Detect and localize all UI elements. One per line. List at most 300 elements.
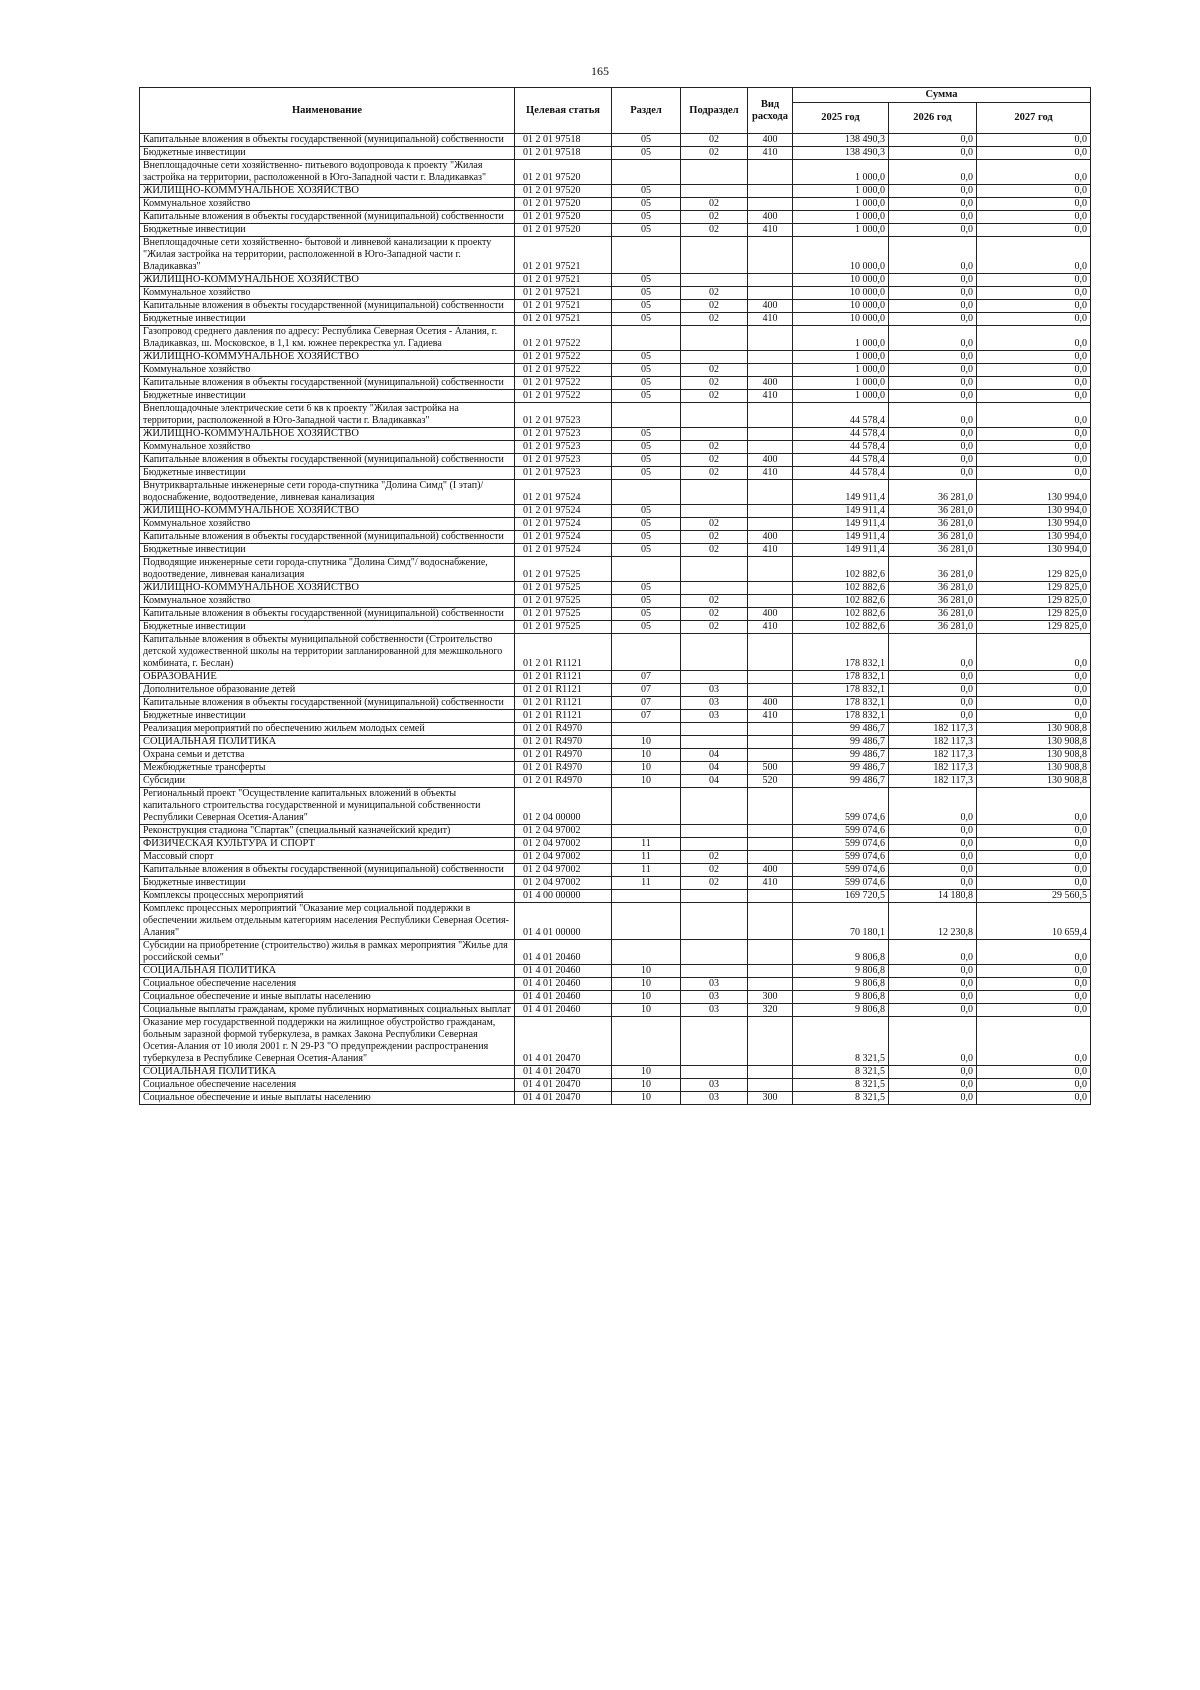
cell-subsection: 03: [681, 697, 748, 710]
cell-2027: 0,0: [977, 300, 1091, 313]
cell-2027: 0,0: [977, 965, 1091, 978]
cell-name: Коммунальное хозяйство: [140, 364, 515, 377]
cell-expense-type: [748, 749, 793, 762]
cell-name: СОЦИАЛЬНАЯ ПОЛИТИКА: [140, 965, 515, 978]
cell-section: 10: [612, 1004, 681, 1017]
cell-2026: 36 281,0: [889, 505, 977, 518]
cell-expense-type: 400: [748, 608, 793, 621]
cell-name: ЖИЛИЩНО-КОММУНАЛЬНОЕ ХОЗЯЙСТВО: [140, 274, 515, 287]
cell-2026: 0,0: [889, 978, 977, 991]
cell-subsection: [681, 1017, 748, 1066]
cell-section: [612, 890, 681, 903]
table-row: [140, 377, 1091, 390]
cell-name: Социальное обеспечение и иные выплаты населению: [140, 1092, 515, 1105]
cell-target: 01 2 01 97525: [515, 557, 612, 582]
cell-2027: 0,0: [977, 671, 1091, 684]
cell-2025: 599 074,6: [793, 851, 889, 864]
cell-expense-type: 410: [748, 147, 793, 160]
cell-2026: 0,0: [889, 185, 977, 198]
cell-2027: 0,0: [977, 403, 1091, 428]
table-row: [140, 518, 1091, 531]
cell-2026: 0,0: [889, 377, 977, 390]
cell-subsection: 04: [681, 762, 748, 775]
cell-section: 07: [612, 710, 681, 723]
cell-subsection: [681, 671, 748, 684]
cell-target: 01 2 01 97520: [515, 211, 612, 224]
cell-section: 10: [612, 1066, 681, 1079]
cell-target: 01 2 01 R4970: [515, 762, 612, 775]
cell-name: Коммунальное хозяйство: [140, 198, 515, 211]
cell-section: [612, 160, 681, 185]
cell-name: Субсидии: [140, 775, 515, 788]
cell-name: Коммунальное хозяйство: [140, 287, 515, 300]
cell-name: Комплексы процессных мероприятий: [140, 890, 515, 903]
cell-2026: 0,0: [889, 441, 977, 454]
cell-subsection: 02: [681, 595, 748, 608]
table-row: [140, 198, 1091, 211]
cell-target: 01 2 01 R4970: [515, 775, 612, 788]
cell-2027: 0,0: [977, 351, 1091, 364]
budget-table: [139, 87, 1091, 1105]
table-row: [140, 965, 1091, 978]
cell-2027: 0,0: [977, 978, 1091, 991]
cell-target: 01 2 01 R1121: [515, 697, 612, 710]
cell-target: 01 2 01 97525: [515, 621, 612, 634]
table-row: [140, 890, 1091, 903]
cell-2026: 0,0: [889, 991, 977, 1004]
cell-section: [612, 326, 681, 351]
cell-2026: 36 281,0: [889, 480, 977, 505]
table-row: [140, 480, 1091, 505]
cell-2027: 130 994,0: [977, 518, 1091, 531]
cell-section: 10: [612, 762, 681, 775]
cell-name: Капитальные вложения в объекты государственной (муниципальной) собственности: [140, 608, 515, 621]
cell-2026: 0,0: [889, 825, 977, 838]
cell-2025: 149 911,4: [793, 505, 889, 518]
cell-name: Социальное обеспечение населения: [140, 978, 515, 991]
cell-target: 01 2 01 97525: [515, 595, 612, 608]
cell-2027: 10 659,4: [977, 903, 1091, 940]
cell-name: Капитальные вложения в объекты государственной (муниципальной) собственности: [140, 377, 515, 390]
cell-2025: 599 074,6: [793, 788, 889, 825]
cell-2025: 599 074,6: [793, 838, 889, 851]
table-row: [140, 608, 1091, 621]
cell-expense-type: 410: [748, 467, 793, 480]
cell-section: 05: [612, 364, 681, 377]
cell-name: Бюджетные инвестиции: [140, 877, 515, 890]
cell-subsection: 02: [681, 300, 748, 313]
cell-target: 01 2 01 97522: [515, 326, 612, 351]
cell-name: Внутриквартальные инженерные сети города-спутника "Долина Симд" (I этап)/водоснабжение, водоотведение, ливневая канализация: [140, 480, 515, 505]
cell-target: 01 2 01 97522: [515, 377, 612, 390]
cell-target: 01 2 04 97002: [515, 851, 612, 864]
cell-expense-type: 410: [748, 313, 793, 326]
cell-name: ЖИЛИЩНО-КОММУНАЛЬНОЕ ХОЗЯЙСТВО: [140, 428, 515, 441]
cell-2025: 44 578,4: [793, 403, 889, 428]
cell-2027: 0,0: [977, 237, 1091, 274]
cell-subsection: 02: [681, 877, 748, 890]
header-2026: 2026 год: [889, 103, 977, 134]
cell-subsection: 02: [681, 364, 748, 377]
cell-section: 05: [612, 621, 681, 634]
table-row: [140, 1004, 1091, 1017]
cell-2027: 0,0: [977, 364, 1091, 377]
cell-target: 01 2 01 97520: [515, 198, 612, 211]
cell-name: ФИЗИЧЕСКАЯ КУЛЬТУРА И СПОРТ: [140, 838, 515, 851]
cell-target: 01 2 01 97523: [515, 441, 612, 454]
cell-section: 05: [612, 582, 681, 595]
cell-target: 01 2 01 97521: [515, 274, 612, 287]
cell-2025: 599 074,6: [793, 864, 889, 877]
cell-2026: 0,0: [889, 1092, 977, 1105]
cell-2026: 0,0: [889, 147, 977, 160]
cell-2025: 1 000,0: [793, 351, 889, 364]
table-row: [140, 364, 1091, 377]
cell-2026: 0,0: [889, 684, 977, 697]
cell-expense-type: 300: [748, 991, 793, 1004]
cell-2026: 36 281,0: [889, 557, 977, 582]
cell-section: 05: [612, 313, 681, 326]
cell-section: 10: [612, 736, 681, 749]
table-row: [140, 634, 1091, 671]
cell-subsection: 03: [681, 1004, 748, 1017]
cell-2025: 8 321,5: [793, 1066, 889, 1079]
cell-name: Капитальные вложения в объекты государственной (муниципальной) собственности: [140, 211, 515, 224]
header-section: Раздел: [612, 88, 681, 134]
cell-2027: 0,0: [977, 788, 1091, 825]
cell-2025: 99 486,7: [793, 762, 889, 775]
table-row: [140, 531, 1091, 544]
cell-subsection: [681, 582, 748, 595]
cell-subsection: [681, 428, 748, 441]
cell-2025: 10 000,0: [793, 300, 889, 313]
cell-section: 05: [612, 454, 681, 467]
cell-2026: 0,0: [889, 224, 977, 237]
cell-2027: 0,0: [977, 441, 1091, 454]
cell-name: Бюджетные инвестиции: [140, 224, 515, 237]
cell-name: Социальное обеспечение населения: [140, 1079, 515, 1092]
cell-section: 05: [612, 377, 681, 390]
cell-subsection: [681, 1066, 748, 1079]
cell-target: 01 2 04 97002: [515, 838, 612, 851]
cell-section: 05: [612, 544, 681, 557]
cell-target: 01 2 01 97524: [515, 518, 612, 531]
cell-subsection: 03: [681, 991, 748, 1004]
cell-2025: 178 832,1: [793, 634, 889, 671]
cell-2027: 0,0: [977, 134, 1091, 147]
table-row: [140, 185, 1091, 198]
cell-section: [612, 723, 681, 736]
cell-name: ЖИЛИЩНО-КОММУНАЛЬНОЕ ХОЗЯЙСТВО: [140, 582, 515, 595]
table-row: [140, 544, 1091, 557]
cell-subsection: 03: [681, 684, 748, 697]
cell-section: 05: [612, 198, 681, 211]
cell-2025: 138 490,3: [793, 147, 889, 160]
cell-section: 05: [612, 147, 681, 160]
cell-2027: 0,0: [977, 1017, 1091, 1066]
cell-section: [612, 1017, 681, 1066]
table-row: [140, 326, 1091, 351]
cell-2027: 0,0: [977, 634, 1091, 671]
cell-2026: 0,0: [889, 1017, 977, 1066]
cell-2027: 130 994,0: [977, 505, 1091, 518]
table-row: [140, 454, 1091, 467]
cell-2026: 36 281,0: [889, 544, 977, 557]
cell-expense-type: [748, 274, 793, 287]
cell-subsection: 03: [681, 1092, 748, 1105]
table-row: [140, 621, 1091, 634]
table-row: [140, 595, 1091, 608]
cell-section: 05: [612, 274, 681, 287]
cell-2026: 36 281,0: [889, 595, 977, 608]
cell-2026: 0,0: [889, 697, 977, 710]
cell-section: [612, 237, 681, 274]
cell-subsection: [681, 903, 748, 940]
cell-section: 05: [612, 595, 681, 608]
cell-target: 01 2 01 97525: [515, 608, 612, 621]
cell-2025: 149 911,4: [793, 531, 889, 544]
cell-subsection: 02: [681, 467, 748, 480]
cell-target: 01 2 01 97521: [515, 300, 612, 313]
cell-2027: 0,0: [977, 851, 1091, 864]
cell-section: 10: [612, 991, 681, 1004]
cell-subsection: 02: [681, 224, 748, 237]
cell-expense-type: [748, 838, 793, 851]
cell-subsection: [681, 274, 748, 287]
cell-target: 01 2 01 97520: [515, 160, 612, 185]
cell-name: Внеплощадочные сети хозяйственно- питьевого водопровода к проекту "Жилая застройка на территории, расположенной в Юго-Западной части г. Владикавказ": [140, 160, 515, 185]
cell-2026: 0,0: [889, 198, 977, 211]
cell-section: 07: [612, 697, 681, 710]
cell-2025: 9 806,8: [793, 991, 889, 1004]
cell-name: Оказание мер государственной поддержки на жилищное обустройство гражданам, больным заразной формой туберкулеза, в рамках Закона Республики Северная Осетия-Алания от 10 июля 2001 г. N 29-РЗ "О предупреждении распространения туберкулеза в Республике Северная Осетия-Алания": [140, 1017, 515, 1066]
cell-name: Субсидии на приобретение (строительство) жилья в рамках мероприятия "Жилье для российской семьи": [140, 940, 515, 965]
cell-expense-type: 400: [748, 531, 793, 544]
cell-2025: 102 882,6: [793, 582, 889, 595]
cell-subsection: 02: [681, 287, 748, 300]
table-row: [140, 877, 1091, 890]
cell-2027: 129 825,0: [977, 557, 1091, 582]
cell-expense-type: [748, 160, 793, 185]
cell-2025: 178 832,1: [793, 671, 889, 684]
cell-2025: 1 000,0: [793, 224, 889, 237]
cell-2025: 1 000,0: [793, 185, 889, 198]
cell-2027: 29 560,5: [977, 890, 1091, 903]
cell-expense-type: [748, 634, 793, 671]
cell-2027: 130 908,8: [977, 762, 1091, 775]
cell-target: 01 2 01 R4970: [515, 736, 612, 749]
cell-name: Межбюджетные трансферты: [140, 762, 515, 775]
cell-2026: 0,0: [889, 1066, 977, 1079]
cell-section: 05: [612, 390, 681, 403]
cell-2027: 129 825,0: [977, 621, 1091, 634]
cell-2025: 1 000,0: [793, 160, 889, 185]
header-row-top: [140, 88, 1091, 103]
cell-section: 11: [612, 877, 681, 890]
cell-2025: 8 321,5: [793, 1079, 889, 1092]
cell-name: СОЦИАЛЬНАЯ ПОЛИТИКА: [140, 736, 515, 749]
cell-2027: 129 825,0: [977, 595, 1091, 608]
cell-2027: 0,0: [977, 1066, 1091, 1079]
header-2025: 2025 год: [793, 103, 889, 134]
cell-2025: 599 074,6: [793, 877, 889, 890]
cell-section: 11: [612, 838, 681, 851]
cell-target: 01 2 01 97522: [515, 390, 612, 403]
table-row: [140, 274, 1091, 287]
cell-target: 01 2 01 97524: [515, 505, 612, 518]
cell-2026: 0,0: [889, 454, 977, 467]
cell-expense-type: [748, 595, 793, 608]
table-row: [140, 775, 1091, 788]
cell-2026: 182 117,3: [889, 762, 977, 775]
cell-2026: 0,0: [889, 313, 977, 326]
cell-target: 01 2 01 R1121: [515, 671, 612, 684]
cell-section: 11: [612, 864, 681, 877]
table-row: [140, 403, 1091, 428]
cell-expense-type: 410: [748, 390, 793, 403]
cell-target: 01 2 01 97524: [515, 531, 612, 544]
cell-section: [612, 557, 681, 582]
cell-2027: 0,0: [977, 710, 1091, 723]
cell-2027: 130 908,8: [977, 749, 1091, 762]
cell-2026: 0,0: [889, 1079, 977, 1092]
cell-section: 05: [612, 467, 681, 480]
cell-name: Комплекс процессных мероприятий "Оказание мер социальной поддержки в обеспечении жильем отдельным категориям населения Республики Северная Осетия-Алания": [140, 903, 515, 940]
cell-2026: 0,0: [889, 364, 977, 377]
cell-target: 01 2 01 97518: [515, 134, 612, 147]
cell-target: 01 2 01 97518: [515, 147, 612, 160]
cell-subsection: [681, 634, 748, 671]
cell-section: 05: [612, 134, 681, 147]
cell-2027: 0,0: [977, 838, 1091, 851]
cell-expense-type: [748, 851, 793, 864]
table-row: [140, 940, 1091, 965]
cell-subsection: [681, 160, 748, 185]
cell-2025: 1 000,0: [793, 326, 889, 351]
cell-2025: 8 321,5: [793, 1092, 889, 1105]
cell-2025: 10 000,0: [793, 237, 889, 274]
cell-section: [612, 480, 681, 505]
cell-expense-type: 400: [748, 697, 793, 710]
cell-subsection: 02: [681, 377, 748, 390]
cell-2027: 0,0: [977, 697, 1091, 710]
cell-2026: 0,0: [889, 237, 977, 274]
table-row: [140, 287, 1091, 300]
table-row: [140, 864, 1091, 877]
cell-section: [612, 825, 681, 838]
cell-expense-type: 410: [748, 710, 793, 723]
cell-subsection: 02: [681, 134, 748, 147]
cell-name: Массовый спорт: [140, 851, 515, 864]
cell-name: Бюджетные инвестиции: [140, 710, 515, 723]
cell-name: Реализация мероприятий по обеспечению жильем молодых семей: [140, 723, 515, 736]
cell-2027: 0,0: [977, 1004, 1091, 1017]
cell-expense-type: [748, 825, 793, 838]
cell-2025: 8 321,5: [793, 1017, 889, 1066]
cell-2026: 0,0: [889, 877, 977, 890]
cell-section: 10: [612, 978, 681, 991]
cell-2026: 0,0: [889, 710, 977, 723]
cell-2027: 0,0: [977, 313, 1091, 326]
cell-subsection: 02: [681, 198, 748, 211]
cell-section: 05: [612, 185, 681, 198]
cell-expense-type: 400: [748, 211, 793, 224]
cell-section: 05: [612, 211, 681, 224]
cell-expense-type: [748, 965, 793, 978]
cell-section: [612, 940, 681, 965]
cell-2025: 44 578,4: [793, 467, 889, 480]
cell-section: 05: [612, 287, 681, 300]
cell-name: Социальное обеспечение и иные выплаты населению: [140, 991, 515, 1004]
cell-subsection: 03: [681, 978, 748, 991]
cell-2025: 102 882,6: [793, 608, 889, 621]
cell-name: Коммунальное хозяйство: [140, 595, 515, 608]
cell-target: 01 2 04 00000: [515, 788, 612, 825]
cell-expense-type: 410: [748, 224, 793, 237]
cell-2025: 102 882,6: [793, 595, 889, 608]
cell-2027: 0,0: [977, 825, 1091, 838]
cell-target: 01 2 04 97002: [515, 877, 612, 890]
cell-subsection: [681, 788, 748, 825]
cell-target: 01 2 01 R4970: [515, 749, 612, 762]
cell-expense-type: [748, 557, 793, 582]
cell-name: Реконструкция стадиона "Спартак" (специальный казначейский кредит): [140, 825, 515, 838]
cell-name: Газопровод среднего давления по адресу: Республика Северная Осетия - Алания, г. Владикавказ, ш. Московское, в 1,1 км. южнее перекрестка ул. Гадиева: [140, 326, 515, 351]
cell-target: 01 4 01 20470: [515, 1017, 612, 1066]
cell-2027: 0,0: [977, 287, 1091, 300]
table-row: [140, 710, 1091, 723]
cell-2027: 0,0: [977, 390, 1091, 403]
cell-expense-type: 410: [748, 544, 793, 557]
cell-name: Внеплощадочные сети хозяйственно- бытовой и ливневой канализации к проекту "Жилая застройка на территории, расположенной в Юго-Западной части г. Владикавказ": [140, 237, 515, 274]
cell-target: 01 4 01 20470: [515, 1079, 612, 1092]
cell-subsection: 04: [681, 775, 748, 788]
cell-name: Бюджетные инвестиции: [140, 621, 515, 634]
cell-expense-type: [748, 978, 793, 991]
cell-target: 01 2 04 97002: [515, 864, 612, 877]
table-row: [140, 211, 1091, 224]
cell-2025: 138 490,3: [793, 134, 889, 147]
cell-2025: 1 000,0: [793, 211, 889, 224]
cell-2025: 44 578,4: [793, 441, 889, 454]
cell-expense-type: 500: [748, 762, 793, 775]
table-row: [140, 825, 1091, 838]
table-row: [140, 390, 1091, 403]
cell-expense-type: [748, 185, 793, 198]
cell-target: 01 4 00 00000: [515, 890, 612, 903]
cell-2027: 0,0: [977, 877, 1091, 890]
cell-name: Коммунальное хозяйство: [140, 441, 515, 454]
cell-2027: 130 908,8: [977, 736, 1091, 749]
cell-name: Бюджетные инвестиции: [140, 147, 515, 160]
table-row: [140, 224, 1091, 237]
table-row: [140, 467, 1091, 480]
table-row: [140, 723, 1091, 736]
cell-name: ЖИЛИЩНО-КОММУНАЛЬНОЕ ХОЗЯЙСТВО: [140, 185, 515, 198]
cell-name: Капитальные вложения в объекты государственной (муниципальной) собственности: [140, 864, 515, 877]
cell-subsection: 02: [681, 390, 748, 403]
cell-section: 05: [612, 224, 681, 237]
cell-expense-type: [748, 736, 793, 749]
cell-2026: 36 281,0: [889, 518, 977, 531]
cell-subsection: [681, 736, 748, 749]
cell-2025: 178 832,1: [793, 684, 889, 697]
table-row: [140, 684, 1091, 697]
cell-2025: 178 832,1: [793, 697, 889, 710]
cell-section: [612, 634, 681, 671]
cell-2025: 1 000,0: [793, 377, 889, 390]
cell-name: Региональный проект "Осуществление капитальных вложений в объекты капитального строительства государственной и муниципальной собственности Республики Северная Осетия-Алания": [140, 788, 515, 825]
